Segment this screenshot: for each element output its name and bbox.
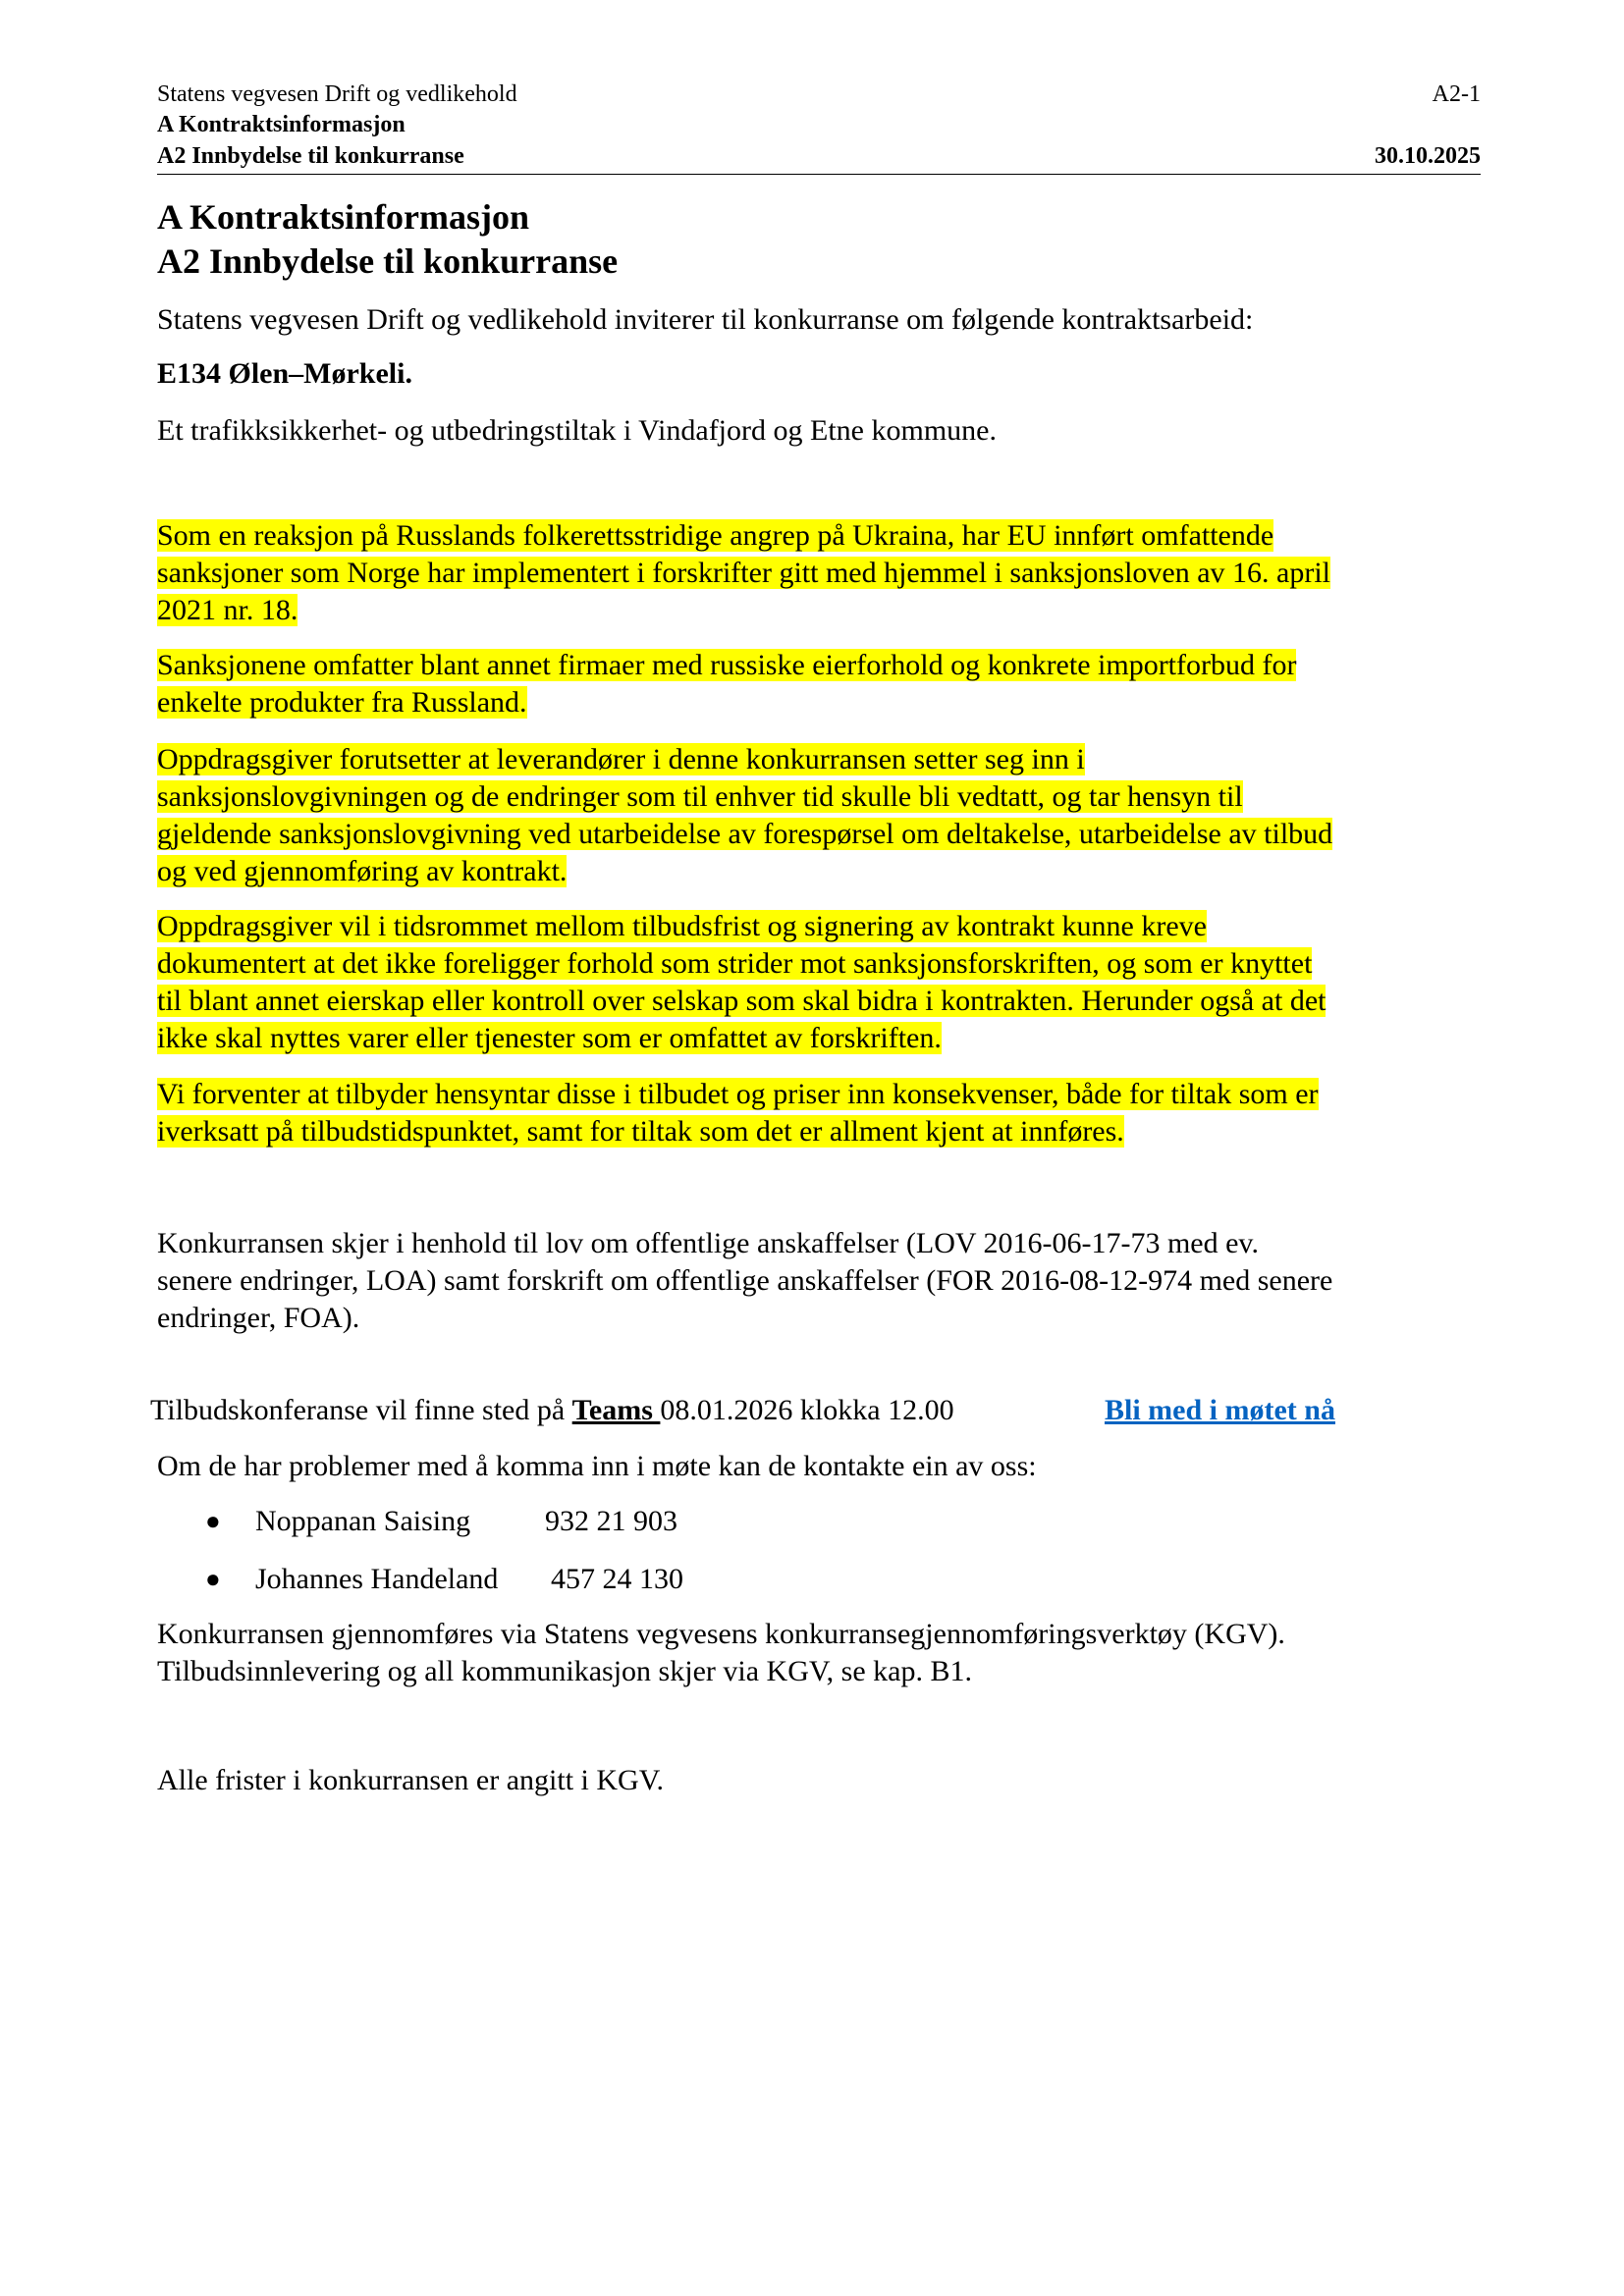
join-meeting-link[interactable]: Bli med i møtet nå	[1105, 1394, 1335, 1426]
conference-platform: Teams	[571, 1394, 661, 1426]
bullet-icon: ●	[205, 1565, 221, 1593]
sanctions-para-3: Oppdragsgiver forutsetter at leverandører i denne konkurransen setter seg inn i sanksjonslovgivningen og de endringer som til enhver tid skulle bli vedtatt, og tar hensyn til gjeldende sanksjonslovgivning ved utarbeidelse av forespørsel om deltakelse, utarbeidelse av tilbud og ved gjennomføring av kontrakt.	[157, 743, 1333, 887]
header-divider	[157, 174, 1481, 175]
conference-prefix: Tilbudskonferanse vil finne sted på	[150, 1394, 572, 1426]
header-line-3	[157, 141, 1481, 171]
sanctions-para-4: Oppdragsgiver vil i tidsrommet mellom tilbudsfrist og signering av kontrakt kunne kreve dokumentert at det ikke foreligger forhold som strider mot sanksjonsforskriften, og som er knyttet til blant annet eierskap eller kontroll over selskap som skal bidra i kontrakten. Herunder også at det ikke skal nyttes varer eller tjenester som er omfattet av forskriften.	[157, 910, 1326, 1054]
conference-datetime: 08.01.2026 klokka 12.00	[660, 1394, 954, 1426]
contact-name: Johannes Handeland	[255, 1563, 499, 1595]
sanctions-para-5: Vi forventer at tilbyder hensyntar disse i tilbudet og priser inn konsekvenser, både for tiltak som er iverksatt på tilbudstidspunktet, samt for tiltak som det er allment kjent at innføres.	[157, 1078, 1319, 1148]
header-org: Statens vegvesen Drift og vedlikehold	[157, 81, 517, 107]
project-description: Et trafikksikkerhet- og utbedringstiltak i Vindafjord og Etne kommune.	[157, 414, 997, 447]
header-line-1	[157, 80, 1481, 109]
contact-phone: 932 21 903	[545, 1505, 677, 1537]
intro-text: Statens vegvesen Drift og vedlikehold inviterer til konkurranse om følgende kontraktsarbeid:	[157, 303, 1254, 336]
header-line-2	[157, 110, 1481, 139]
kgv-paragraph: Konkurransen gjennomføres via Statens vegvesens konkurransegjennomføringsverktøy (KGV). Tilbudsinnlevering og all kommunikasjon skjer via KGV, se kap. B1.	[157, 1618, 1285, 1687]
law-paragraph: Konkurransen skjer i henhold til lov om offentlige anskaffelser (LOV 2016-06-17-73 med ev. senere endringer, LOA) samt forskrift om offentlige anskaffelser (FOR 2016-08-12-974 med senere endringer, FOA).	[157, 1227, 1333, 1334]
deadlines-text: Alle frister i konkurransen er angitt i KGV.	[157, 1764, 664, 1796]
contact-phone: 457 24 130	[551, 1563, 683, 1595]
doc-title: A Kontraktsinformasjon	[157, 197, 530, 237]
header-section: A Kontraktsinformasjon	[157, 112, 406, 137]
sanctions-para-2: Sanksjonene omfatter blant annet firmaer med russiske eierforhold og konkrete importforbud for enkelte produkter fra Russland.	[157, 649, 1297, 719]
project-name: E134 Ølen–Mørkeli.	[157, 357, 412, 390]
header-page-id: A2-1	[1432, 81, 1481, 107]
bullet-icon: ●	[205, 1507, 221, 1535]
contact-name: Noppanan Saising	[255, 1505, 471, 1537]
header-subsection: A2 Innbydelse til konkurranse	[157, 143, 464, 169]
header-date: 30.10.2025	[1375, 143, 1481, 169]
contact-intro: Om de har problemer med å komma inn i møte kan de kontakte ein av oss:	[157, 1450, 1037, 1482]
doc-subtitle: A2 Innbydelse til konkurranse	[157, 241, 619, 281]
sanctions-para-1: Som en reaksjon på Russlands folkerettsstridige angrep på Ukraina, har EU innført omfattende sanksjoner som Norge har implementert i forskrifter gitt med hjemmel i sanksjonsloven av 16. april 2021 nr. 18.	[157, 519, 1331, 626]
